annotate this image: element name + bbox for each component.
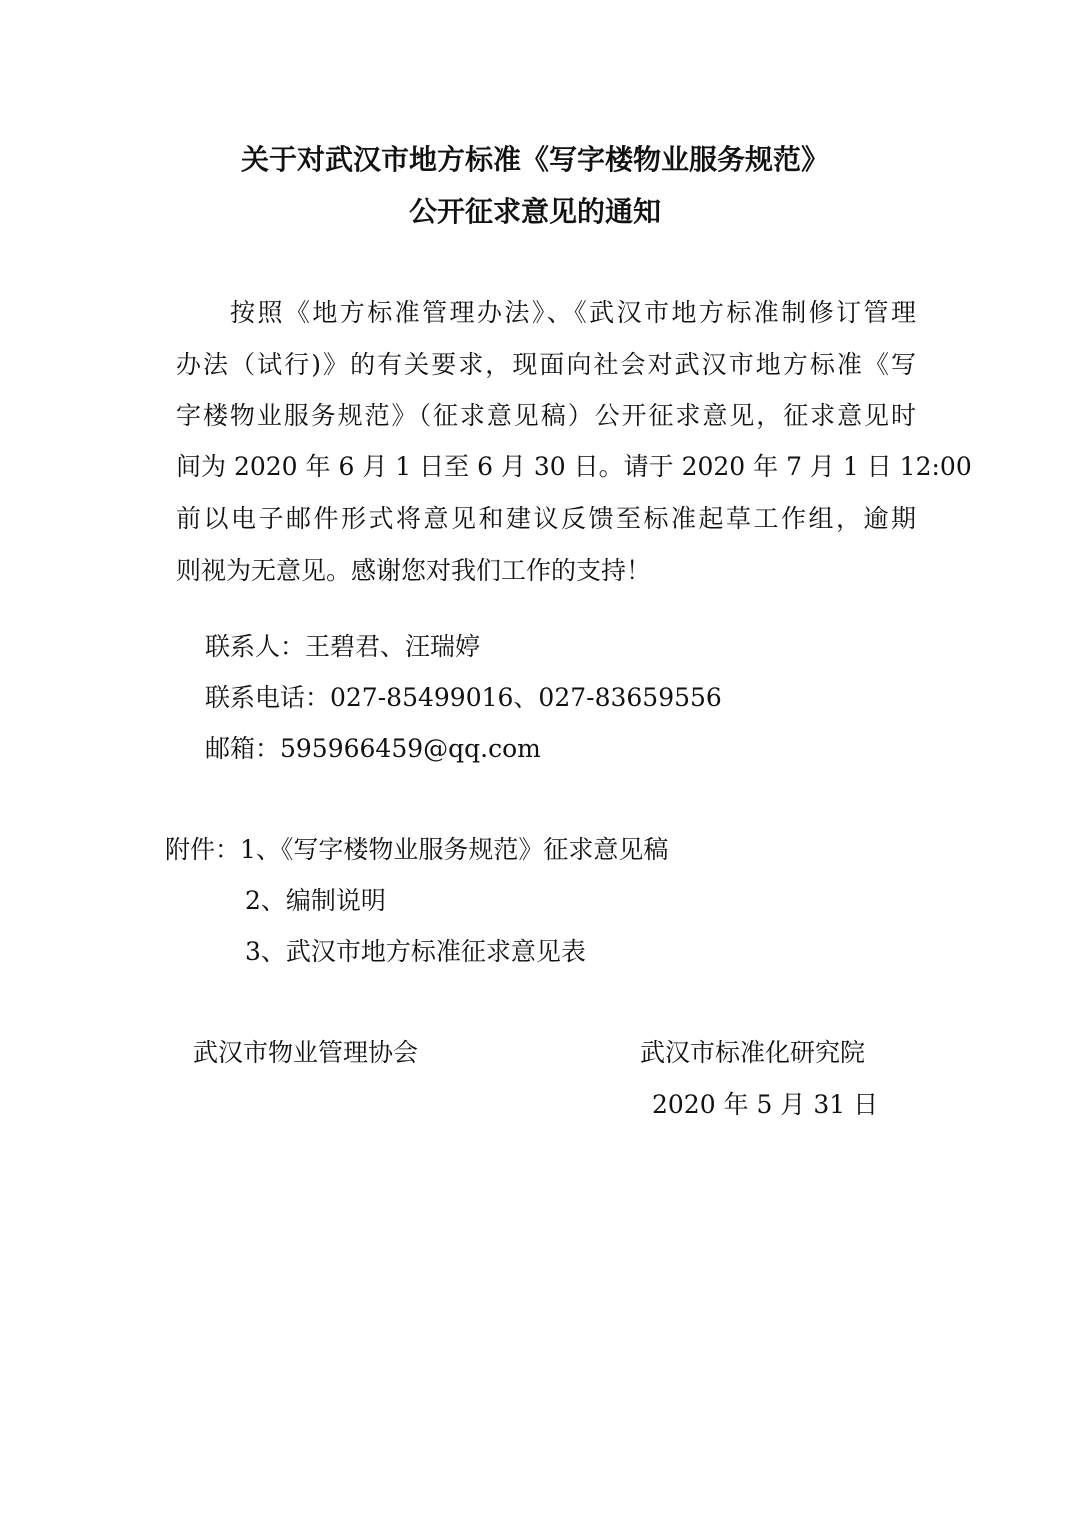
attachment-item-3: 3、武汉市地方标准征求意见表 <box>245 937 586 966</box>
document-title-line-1: 关于对武汉市地方标准《写字楼物业服务规范》 <box>240 143 829 176</box>
body-line: 办法（试行)》的有关要求，现面向社会对武汉市地方标准《写 <box>176 350 916 379</box>
document-title-line-2: 公开征求意见的通知 <box>408 195 661 228</box>
body-line: 前以电子邮件形式将意见和建议反馈至标准起草工作组，逾期 <box>176 504 916 533</box>
signature-right-org: 武汉市标准化研究院 <box>640 1038 866 1067</box>
body-line: 则视为无意见。感谢您对我们工作的支持！ <box>176 556 652 585</box>
attachment-item-2: 2、编制说明 <box>245 886 386 915</box>
contact-phone: 联系电话：027-85499016、027-83659556 <box>205 683 722 712</box>
body-line: 字楼物业服务规范》（征求意见稿）公开征求意见，征求意见时 <box>176 401 916 430</box>
signature-left-org: 武汉市物业管理协会 <box>193 1038 419 1067</box>
body-line: 按照《地方标准管理办法》、《武汉市地方标准制修订管理 <box>230 298 916 327</box>
contact-person: 联系人：王碧君、汪瑞婷 <box>205 632 481 661</box>
contact-email: 邮箱：595966459@qq.com <box>205 734 541 763</box>
attachment-item-1: 附件：1、《写字楼物业服务规范》征求意见稿 <box>165 835 669 864</box>
signature-date: 2020 年 5 月 31 日 <box>652 1090 879 1119</box>
body-line: 间为 2020 年 6 月 1 日至 6 月 30 日。请于 2020 年 7 月 1 日 12:00 <box>176 452 972 481</box>
